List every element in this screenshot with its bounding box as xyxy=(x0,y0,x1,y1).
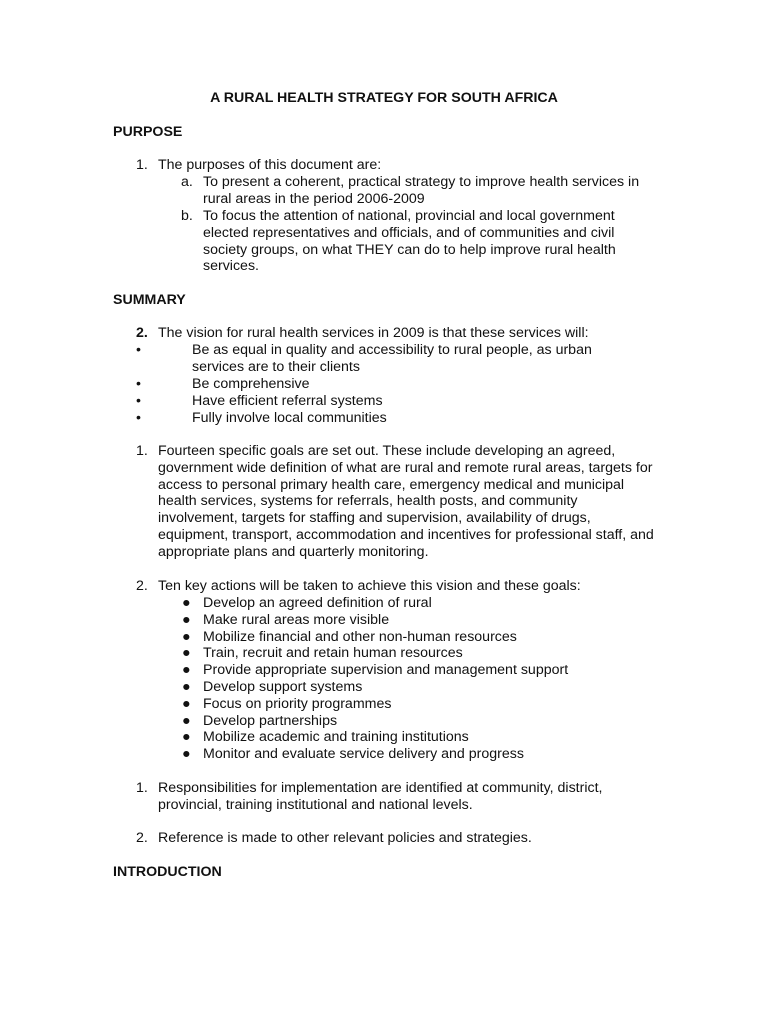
list-item-text: Make rural areas more visible xyxy=(203,611,390,628)
list-item-text: Mobilize financial and other non-human resources xyxy=(203,628,517,645)
subitem-text: To focus the attention of national, provincial and local government elected representatives and officials, and of communities and civil society groups, on what THEY can do to help improve rural health services. xyxy=(203,208,616,275)
bullet-glyph: • xyxy=(136,342,141,358)
bullet-glyph: ● xyxy=(182,746,191,763)
list-item xyxy=(181,612,568,629)
list-item-text: Focus on priority programmes xyxy=(203,695,392,712)
list-item xyxy=(181,629,568,646)
vision-item xyxy=(136,325,676,342)
item-number: 1. xyxy=(136,157,148,173)
subitem-letter: b. xyxy=(181,208,193,224)
bullet-text: Be comprehensive xyxy=(192,376,310,392)
bullet-text: Be as equal in quality and accessibility to rural people, as urban services are to their clients xyxy=(192,342,592,375)
item-text: The purposes of this document are: xyxy=(158,157,382,173)
list-item xyxy=(181,679,568,696)
vision-bullet xyxy=(136,376,636,393)
item-number: 2. xyxy=(136,830,148,846)
list-item xyxy=(181,595,568,612)
list-item xyxy=(181,713,568,730)
bullet-glyph: ● xyxy=(182,729,191,746)
item-number: 2. xyxy=(136,325,148,341)
list-item xyxy=(181,729,568,746)
subitem-text: To present a coherent, practical strategy to improve health services in rural areas in the period 2006-2009 xyxy=(203,174,640,207)
summary-heading: SUMMARY xyxy=(113,292,186,308)
purpose-heading: PURPOSE xyxy=(113,124,183,140)
bullet-glyph: ● xyxy=(182,611,191,628)
list-item xyxy=(181,746,568,763)
item-text: Fourteen specific goals are set out. These include developing an agreed, government wide definition of what are rural and remote rural areas, targets for access to personal primary health care, emergency medical and municipal health services, systems for referrals, health posts, and community involvement, targets for staffing and supervision, availability of drugs, equipment, transport, accommodation and incentives for professional staff, and appropriate plans and quarterly monitoring. xyxy=(158,443,654,560)
bullet-glyph: • xyxy=(136,393,141,409)
purpose-item xyxy=(136,157,676,174)
item-number: 1. xyxy=(136,780,148,796)
item-text: Ten key actions will be taken to achieve this vision and these goals: xyxy=(158,578,581,594)
list-item-text: Develop partnerships xyxy=(203,712,338,729)
list-item-text: Provide appropriate supervision and management support xyxy=(203,662,569,679)
item-text: The vision for rural health services in 2009 is that these services will: xyxy=(158,325,589,341)
list-item xyxy=(181,662,568,679)
bullet-glyph: ● xyxy=(182,678,191,695)
bullet-glyph: • xyxy=(136,376,141,392)
actions-item xyxy=(136,578,676,595)
bullet-glyph: ● xyxy=(182,645,191,662)
bullet-text: Have efficient referral systems xyxy=(192,393,383,409)
bullet-glyph: ● xyxy=(182,628,191,645)
goals-item xyxy=(136,443,656,561)
vision-bullet xyxy=(136,342,636,376)
list-item-text: Mobilize academic and training institutions xyxy=(203,729,469,746)
key-actions-list xyxy=(181,595,568,763)
list-item-text: Develop support systems xyxy=(203,678,363,695)
bullet-glyph: ● xyxy=(182,595,191,611)
reference-item xyxy=(136,830,676,847)
vision-bullet xyxy=(136,393,636,410)
vision-bullet xyxy=(136,410,636,427)
item-text: Responsibilities for implementation are identified at community, district, provincial, training institutional and national levels. xyxy=(158,780,603,813)
bullet-glyph: ● xyxy=(182,662,191,679)
introduction-heading: INTRODUCTION xyxy=(113,864,222,880)
item-text: Reference is made to other relevant policies and strategies. xyxy=(158,830,532,846)
bullet-glyph: ● xyxy=(182,695,191,712)
item-number: 1. xyxy=(136,443,148,459)
subitem-letter: a. xyxy=(181,174,193,190)
purpose-subitem-a xyxy=(181,174,661,208)
document-title: A RURAL HEALTH STRATEGY FOR SOUTH AFRICA xyxy=(210,90,558,106)
list-item xyxy=(181,645,568,662)
list-item-text: Monitor and evaluate service delivery and progress xyxy=(203,746,524,763)
list-item-text: Develop an agreed definition of rural xyxy=(203,595,432,611)
list-item-text: Train, recruit and retain human resources xyxy=(203,645,463,662)
responsibilities-item xyxy=(136,780,656,814)
bullet-glyph: ● xyxy=(182,712,191,729)
bullet-text: Fully involve local communities xyxy=(192,410,387,426)
list-item xyxy=(181,696,568,713)
purpose-subitem-b xyxy=(181,208,651,275)
item-number: 2. xyxy=(136,578,148,594)
bullet-glyph: • xyxy=(136,410,141,426)
